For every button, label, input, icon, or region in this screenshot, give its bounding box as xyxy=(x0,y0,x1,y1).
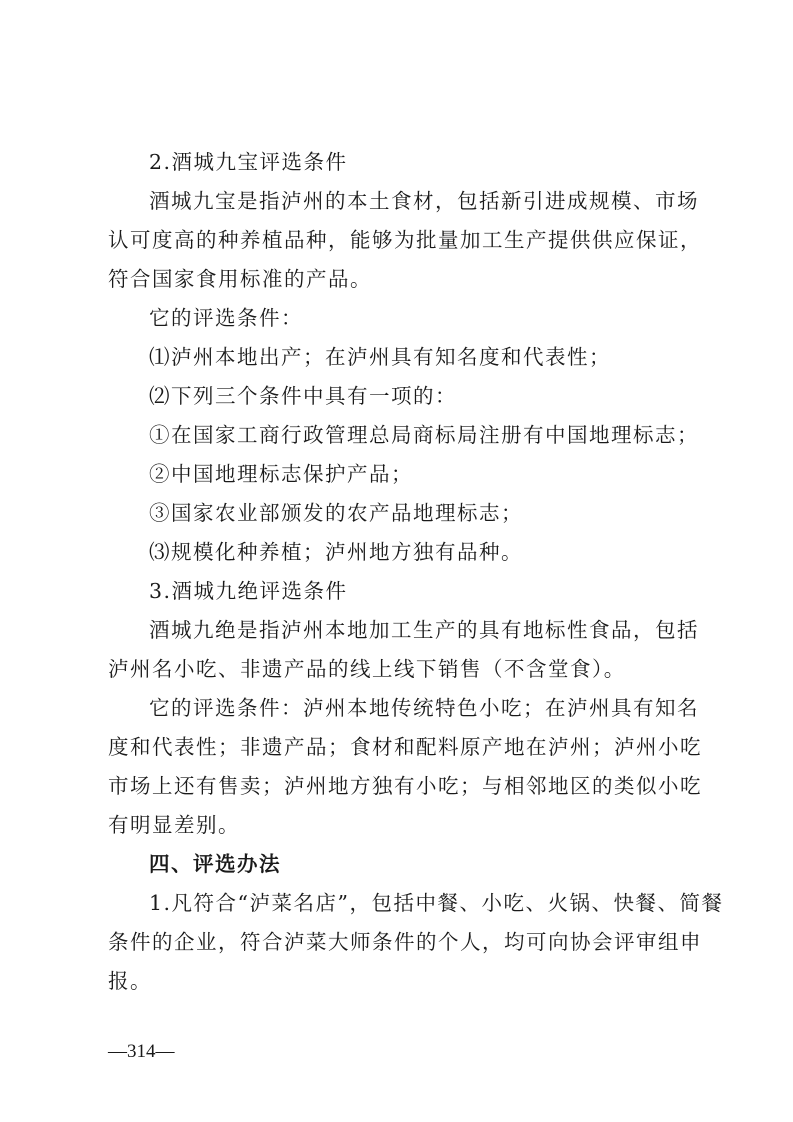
paragraph-line: 条件的企业，符合泸菜大师条件的个人，均可向协会评审组申 xyxy=(108,930,702,954)
section-2-criteria-label: 它的评选条件： xyxy=(149,306,303,330)
paragraph-line: 酒城九宝是指泸州的本土食材，包括新引进成规模、市场 xyxy=(149,189,699,213)
criteria-sub-item-3: ③国家农业部颁发的农产品地理标志； xyxy=(149,501,523,525)
paragraph-line: 泸州名小吃、非遗产品的线上线下销售（不含堂食）。 xyxy=(108,657,626,681)
section-4-heading: 四、评选办法 xyxy=(149,852,281,876)
section-2-paragraph xyxy=(108,182,702,299)
document-body xyxy=(108,143,724,1001)
section-3-paragraph xyxy=(108,611,699,689)
paragraph-line: 1.凡符合“泸菜名店”，包括中餐、小吃、火锅、快餐、简餐 xyxy=(149,891,724,915)
criteria-sub-item-2: ②中国地理标志保护产品； xyxy=(149,462,413,486)
paragraph-line: 有明显差别。 xyxy=(108,813,240,837)
section-2-title: 2.酒城九宝评选条件 xyxy=(149,150,348,174)
section-3-criteria xyxy=(108,689,702,845)
section-3-title: 3.酒城九绝评选条件 xyxy=(149,579,348,603)
paragraph-line: 报。 xyxy=(108,969,152,993)
paragraph-line: 酒城九绝是指泸州本地加工生产的具有地标性食品，包括 xyxy=(149,618,699,642)
criteria-item-3: ⑶规模化种养植；泸州地方独有品种。 xyxy=(149,540,523,564)
criteria-item-2: ⑵下列三个条件中具有一项的： xyxy=(149,384,457,408)
page-number: —314— xyxy=(108,1041,175,1062)
criteria-item-1: ⑴泸州本地出产；在泸州具有知名度和代表性； xyxy=(149,345,611,369)
paragraph-line: 度和代表性；非遗产品；食材和配料原产地在泸州；泸州小吃 xyxy=(108,735,702,759)
paragraph-line: 它的评选条件：泸州本地传统特色小吃；在泸州具有知名 xyxy=(149,696,699,720)
criteria-sub-item-1: ①在国家工商行政管理总局商标局注册有中国地理标志； xyxy=(149,423,699,447)
paragraph-line: 符合国家食用标准的产品。 xyxy=(108,267,372,291)
paragraph-line: 认可度高的种养植品种，能够为批量加工生产提供供应保证， xyxy=(108,228,702,252)
section-4-paragraph xyxy=(108,884,724,1001)
paragraph-line: 市场上还有售卖；泸州地方独有小吃；与相邻地区的类似小吃 xyxy=(108,774,702,798)
